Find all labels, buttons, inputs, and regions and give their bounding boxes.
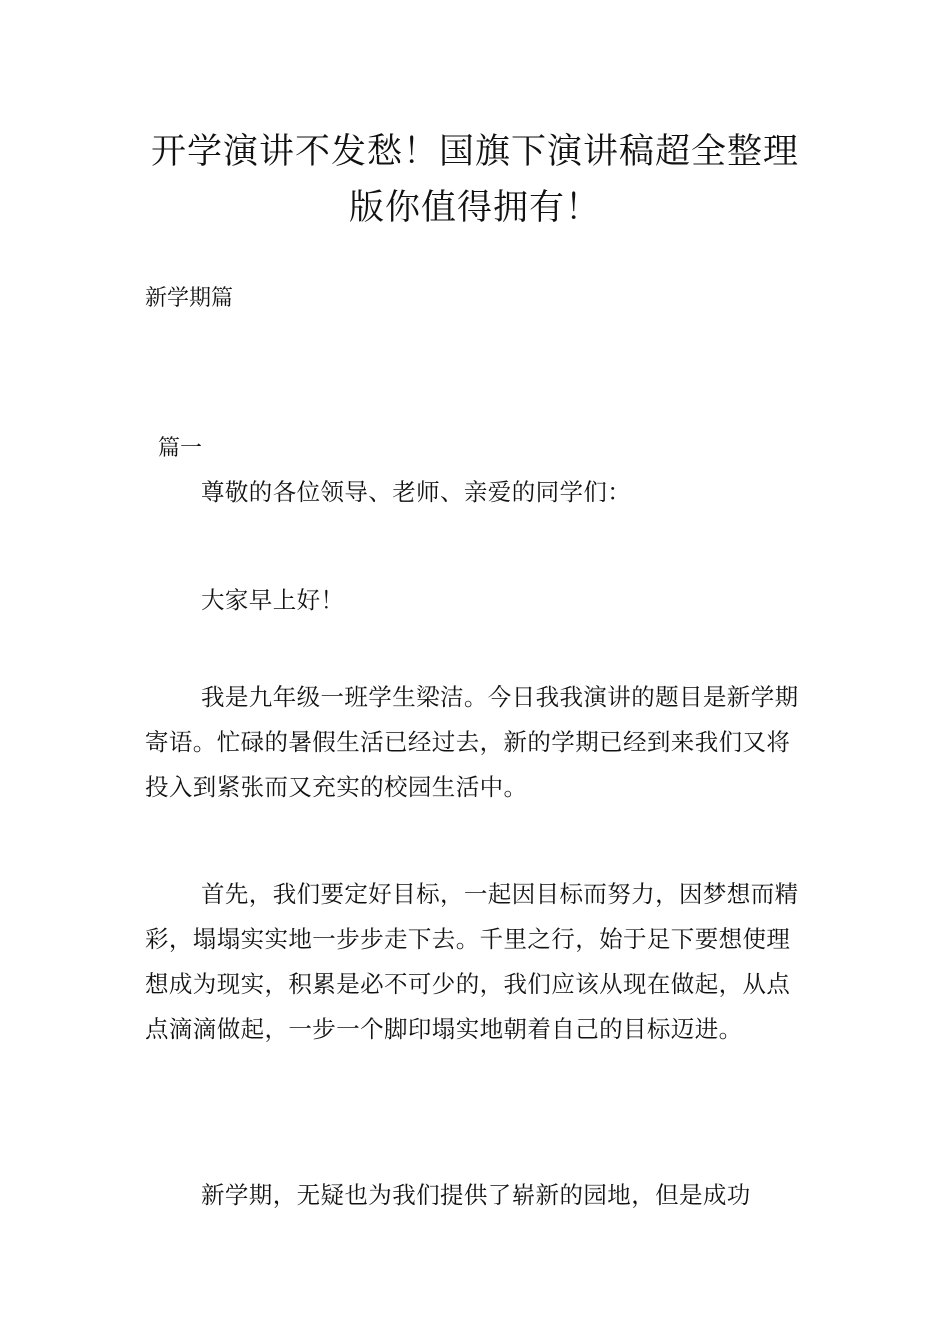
paragraph-goals: 首先，我们要定好目标，一起因目标而努力，因梦想而精彩，塌塌实实地一步步走下去。千里之行，始于足下要想使理想成为现实，积累是必不可少的，我们应该从现在做起，从点点滴滴做起，一步一个脚印塌实地朝着自己的目标迈进。 — [145, 880, 799, 1043]
document-title — [130, 124, 820, 236]
paragraph-good-morning: 大家早上好！ — [201, 586, 345, 614]
subheading: 篇一 — [158, 436, 203, 461]
section-label: 新学期篇 — [145, 286, 234, 311]
paragraph-introduction: 我是九年级一班学生梁洁。今日我我演讲的题目是新学期寄语。忙碌的暑假生活已经过去，新的学期已经到来我们又将投入到紧张而又充实的校园生活中。 — [145, 683, 799, 801]
paragraph-greeting: 尊敬的各位领导、老师、亲爱的同学们： — [201, 478, 632, 506]
title-line-1: 开学演讲不发愁！国旗下演讲稿超全整理 — [150, 132, 799, 172]
title-line-2: 版你值得拥有！ — [348, 188, 601, 228]
paragraph-new-semester: 新学期，无疑也为我们提供了崭新的园地，但是成功 — [201, 1181, 751, 1209]
